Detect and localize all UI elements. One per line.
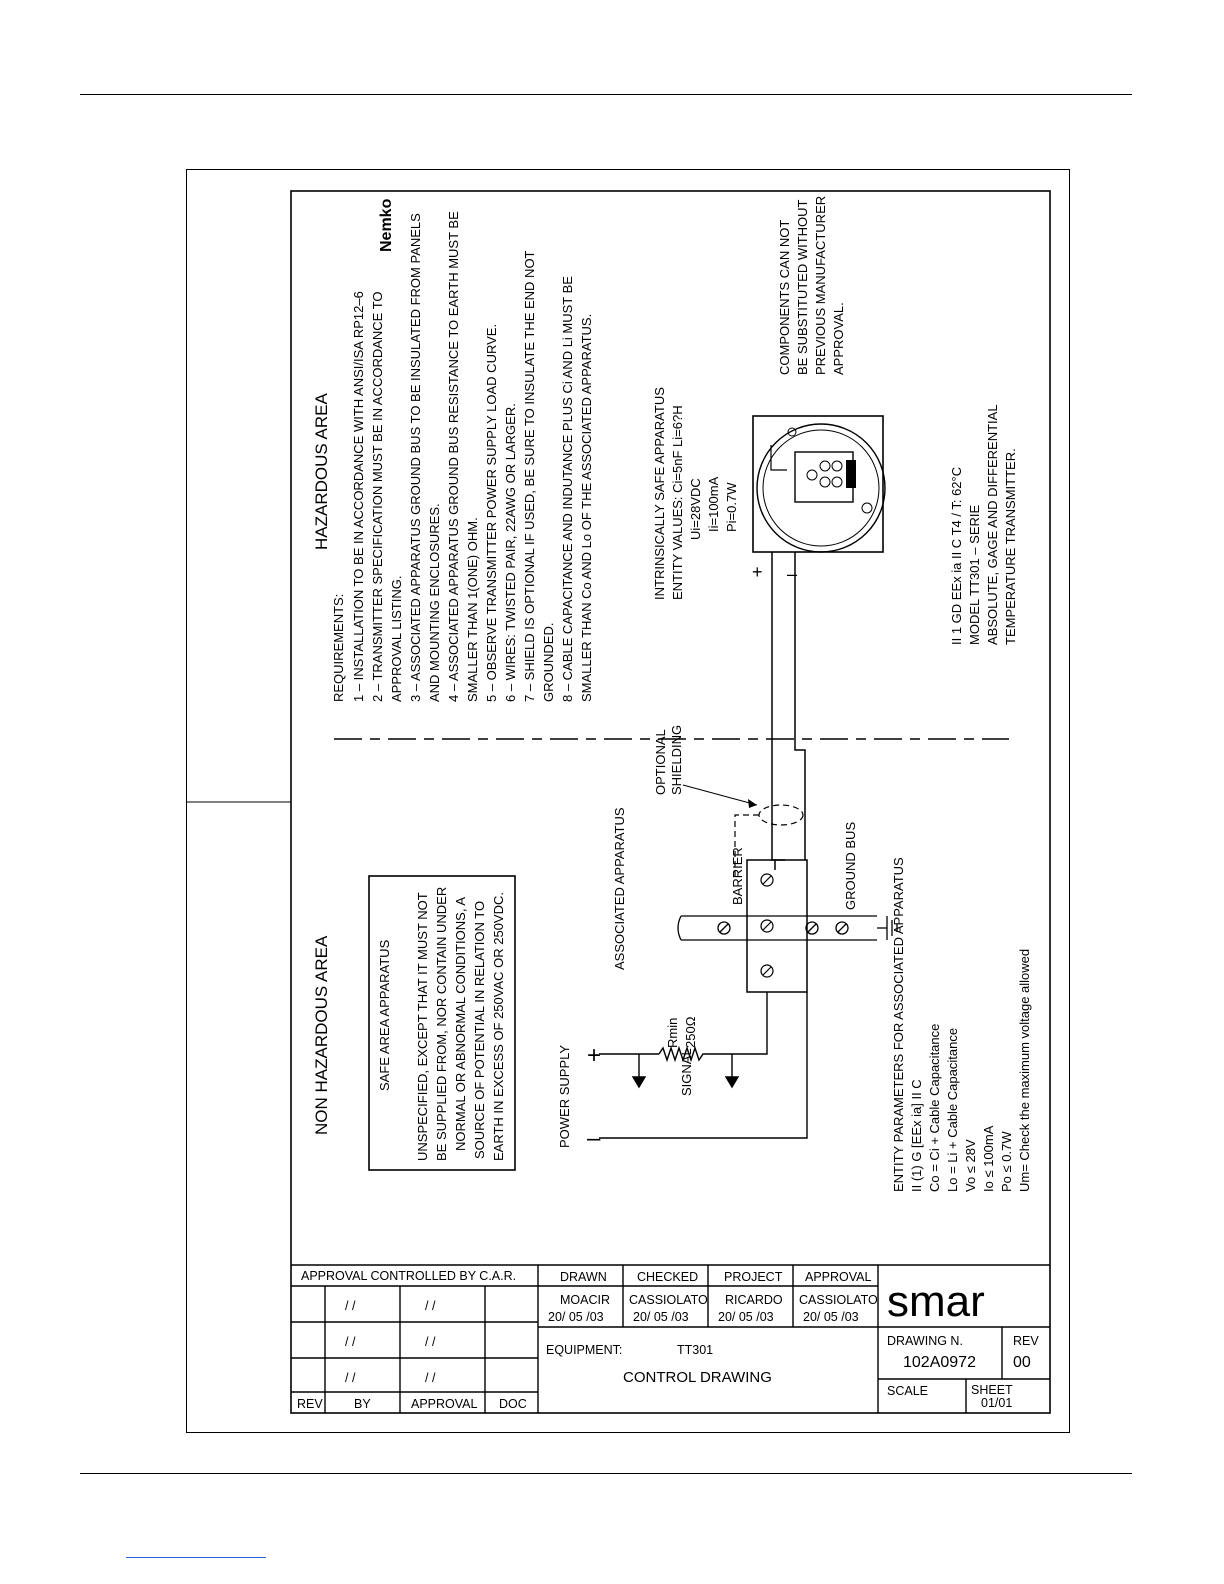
requirement-line: GROUNDED. — [541, 622, 556, 702]
safe-area-line: NORMAL OR ABNORMAL CONDITIONS, A — [453, 896, 468, 1151]
optional-shielding-label — [653, 725, 684, 795]
entity-line: Io ≤ 100mA — [981, 1125, 996, 1192]
equipment-label: EQUIPMENT: — [546, 1343, 623, 1357]
sign-date-project: 20/ 05 /03 — [718, 1310, 774, 1324]
entity-line: ENTITY PARAMETERS FOR ASSOCIATED APPARATUS — [891, 857, 906, 1192]
entity-line: Vo ≤ 28V — [963, 1139, 978, 1192]
associated-apparatus-label: ASSOCIATED APPARATUS — [612, 807, 627, 970]
components-line: PREVIOUS MANUFACTURER — [813, 195, 828, 375]
sign-header-approval: APPROVAL — [805, 1270, 872, 1284]
barrier-box — [747, 860, 807, 992]
requirements-title: REQUIREMENTS: — [331, 593, 346, 702]
transmitter-desc — [949, 404, 1018, 645]
approval-controlled-label: APPROVAL CONTROLLED BY C.A.R. — [301, 1269, 517, 1283]
safe-area-line: BE SUPPLIED FROM, NOR CONTAIN UNDER — [434, 886, 449, 1161]
sign-date-checked: 20/ 05 /03 — [633, 1310, 689, 1324]
intrinsic-block — [652, 387, 739, 600]
drawing-n-value: 102A0972 — [903, 1354, 976, 1371]
requirement-line: AND MOUNTING ENCLOSURES. — [427, 503, 442, 702]
rev-date-blank: / / — [425, 1335, 436, 1349]
rev-label: REV — [1013, 1334, 1039, 1348]
power-supply-label: POWER SUPPLY — [557, 1044, 572, 1148]
ground-bus-label: GROUND BUS — [843, 821, 858, 910]
sign-header-project: PROJECT — [724, 1270, 783, 1284]
components-line: BE SUBSTITUTED WITHOUT — [795, 199, 810, 375]
optional-shielding-line: SHIELDING — [669, 724, 684, 795]
requirement-line: 1 – INSTALLATION TO BE IN ACCORDANCE WITH ANSI/ISA RP12–6 — [351, 291, 366, 702]
safe-area-line: EARTH IN EXCESS OF 250VAC OR 250VDC. — [491, 892, 506, 1161]
rev-date-blank: / / — [425, 1371, 436, 1385]
safe-area-line: SOURCE OF POTENTIAL IN RELATION TO — [472, 900, 487, 1159]
components-line: COMPONENTS CAN NOT — [777, 219, 792, 375]
rev-date-blank: / / — [345, 1371, 356, 1385]
transmitter-housing — [753, 416, 885, 552]
safe-area-text — [415, 887, 506, 1161]
requirement-line: 3 – ASSOCIATED APPARATUS GROUND BUS TO BE INSULATED FROM PANELS — [408, 213, 423, 702]
safe-area-title: SAFE AREA APPARATUS — [377, 939, 392, 1091]
rev-header: REV — [297, 1397, 323, 1411]
header-rule — [80, 94, 1132, 95]
sheet-value: 01/01 — [981, 1396, 1013, 1410]
transmitter-line: ABSOLUTE, GAGE AND DIFFERENTIAL — [985, 404, 1000, 645]
footer-link-underline[interactable] — [126, 1557, 266, 1558]
transmitter-minus: – — [787, 564, 798, 584]
supply-wiring — [599, 992, 807, 1138]
drawing-n-label: DRAWING N. — [887, 1334, 963, 1348]
transmitter-plus: + — [752, 562, 763, 582]
equipment-value: TT301 — [677, 1343, 714, 1357]
sign-name-checked: CASSIOLATO — [629, 1293, 708, 1307]
sign-date-approval: 20/ 05 /03 — [803, 1310, 859, 1324]
rev-date-blank: / / — [345, 1299, 356, 1313]
entity-line: Po ≤ 0.7W — [999, 1131, 1014, 1192]
entity-line: Lo = Li + Cable Capacitance — [945, 1027, 960, 1192]
shielding-ellipse — [759, 805, 803, 825]
sign-header-drawn: DRAWN — [560, 1270, 607, 1284]
entity-line: Co = Ci + Cable Capacitance — [927, 1023, 942, 1192]
nemko-label: Nemko — [378, 198, 395, 252]
requirement-line: 4 – ASSOCIATED APPARATUS GROUND BUS RESISTANCE TO EARTH MUST BE — [446, 211, 461, 702]
approval-header: APPROVAL — [411, 1397, 478, 1411]
revision-dates — [345, 1299, 436, 1385]
intrinsic-line: Pi=0.7W — [724, 482, 739, 532]
intrinsic-line: Ii=100mA — [706, 476, 721, 532]
requirement-line: 7 – SHIELD IS OPTIONAL IF USED, BE SURE TO INSULATE THE END NOT — [522, 250, 537, 702]
by-header: BY — [354, 1397, 371, 1411]
supply-minus: – — [587, 1125, 601, 1152]
requirement-line: 5 – OBSERVE TRANSMITTER POWER SUPPLY LOAD CURVE. — [484, 323, 499, 702]
footer-rule — [80, 1473, 1132, 1474]
doc-header: DOC — [499, 1397, 527, 1411]
drawing-sheet — [186, 169, 1070, 1433]
hazardous-area-label: HAZARDOUS AREA — [312, 393, 331, 550]
barrier-terminals — [761, 874, 773, 977]
intrinsic-line: Ui=28VDC — [688, 478, 703, 540]
rev-value: 00 — [1013, 1354, 1031, 1371]
drawing-title: CONTROL DRAWING — [623, 1369, 772, 1386]
requirements-list — [351, 211, 594, 702]
smar-logo: smar — [887, 1277, 985, 1326]
entity-line: Um= Check the maximum voltage allowed — [1017, 948, 1032, 1192]
optional-shielding-line: OPTIONAL — [653, 729, 668, 795]
safe-area-line: UNSPECIFIED, EXCEPT THAT IT MUST NOT — [415, 892, 430, 1161]
supply-plus: + — [587, 1042, 602, 1069]
requirement-line: 6 – WIRES: TWISTED PAIR, 22AWG OR LARGER. — [503, 403, 518, 702]
sign-header-checked: CHECKED — [637, 1270, 699, 1284]
rev-date-blank: / / — [345, 1335, 356, 1349]
transmitter-line: TEMPERATURE TRANSMITTER. — [1003, 448, 1018, 645]
sign-name-project: RICARDO — [725, 1293, 783, 1307]
sign-name-approval: CASSIOLATO — [799, 1293, 878, 1307]
field-wiring — [772, 552, 805, 870]
requirement-line: SMALLER THAN Co AND Lo OF THE ASSOCIATED APPARATUS. — [579, 313, 594, 702]
transmitter-line: MODEL TT301 – SERIE — [967, 504, 982, 645]
entity-line: II (1) G [EEx ia] II C — [909, 1079, 924, 1192]
signal-label: SIGNAL — [679, 1048, 694, 1096]
components-note — [777, 196, 846, 375]
rmin-label: Rmin — [665, 1017, 680, 1048]
rev-date-blank: / / — [425, 1299, 436, 1313]
sheet-label: SHEET — [971, 1383, 1013, 1397]
barrier-label: BARRIER — [730, 847, 745, 905]
sign-date-drawn: 20/ 05 /03 — [548, 1310, 604, 1324]
control-drawing — [187, 170, 1071, 1434]
transmitter-line: II 1 GD EEx ia II C T4 / T: 62°C — [949, 466, 964, 645]
shielding-arrow — [683, 785, 757, 805]
requirement-line: 8 – CABLE CAPACITANCE AND INDUTANCE PLUS Ci AND Li MUST BE — [560, 276, 575, 702]
intrinsic-line: INTRINSICALLY SAFE APPARATUS — [652, 387, 667, 600]
non-hazardous-area-label: NON HAZARDOUS AREA — [312, 935, 331, 1135]
sign-name-drawn: MOACIR — [560, 1293, 610, 1307]
intrinsic-line: ENTITY VALUES: Ci=5nF Li=6?H — [670, 405, 685, 600]
requirement-line: SMALLER THAN 1(ONE) OHM. — [465, 517, 480, 702]
inner-frame — [291, 191, 1050, 1413]
requirement-line: APPROVAL LISTING. — [389, 575, 404, 702]
requirement-line: 2 – TRANSMITTER SPECIFICATION MUST BE IN ACCORDANCE TO — [370, 291, 385, 702]
ohms-label: 250Ω — [683, 1016, 698, 1048]
components-line: APPROVAL. — [831, 302, 846, 375]
requirements-block — [331, 211, 594, 702]
entity-params — [891, 857, 1032, 1192]
scale-label: SCALE — [887, 1384, 928, 1398]
ground-bus — [678, 916, 897, 940]
